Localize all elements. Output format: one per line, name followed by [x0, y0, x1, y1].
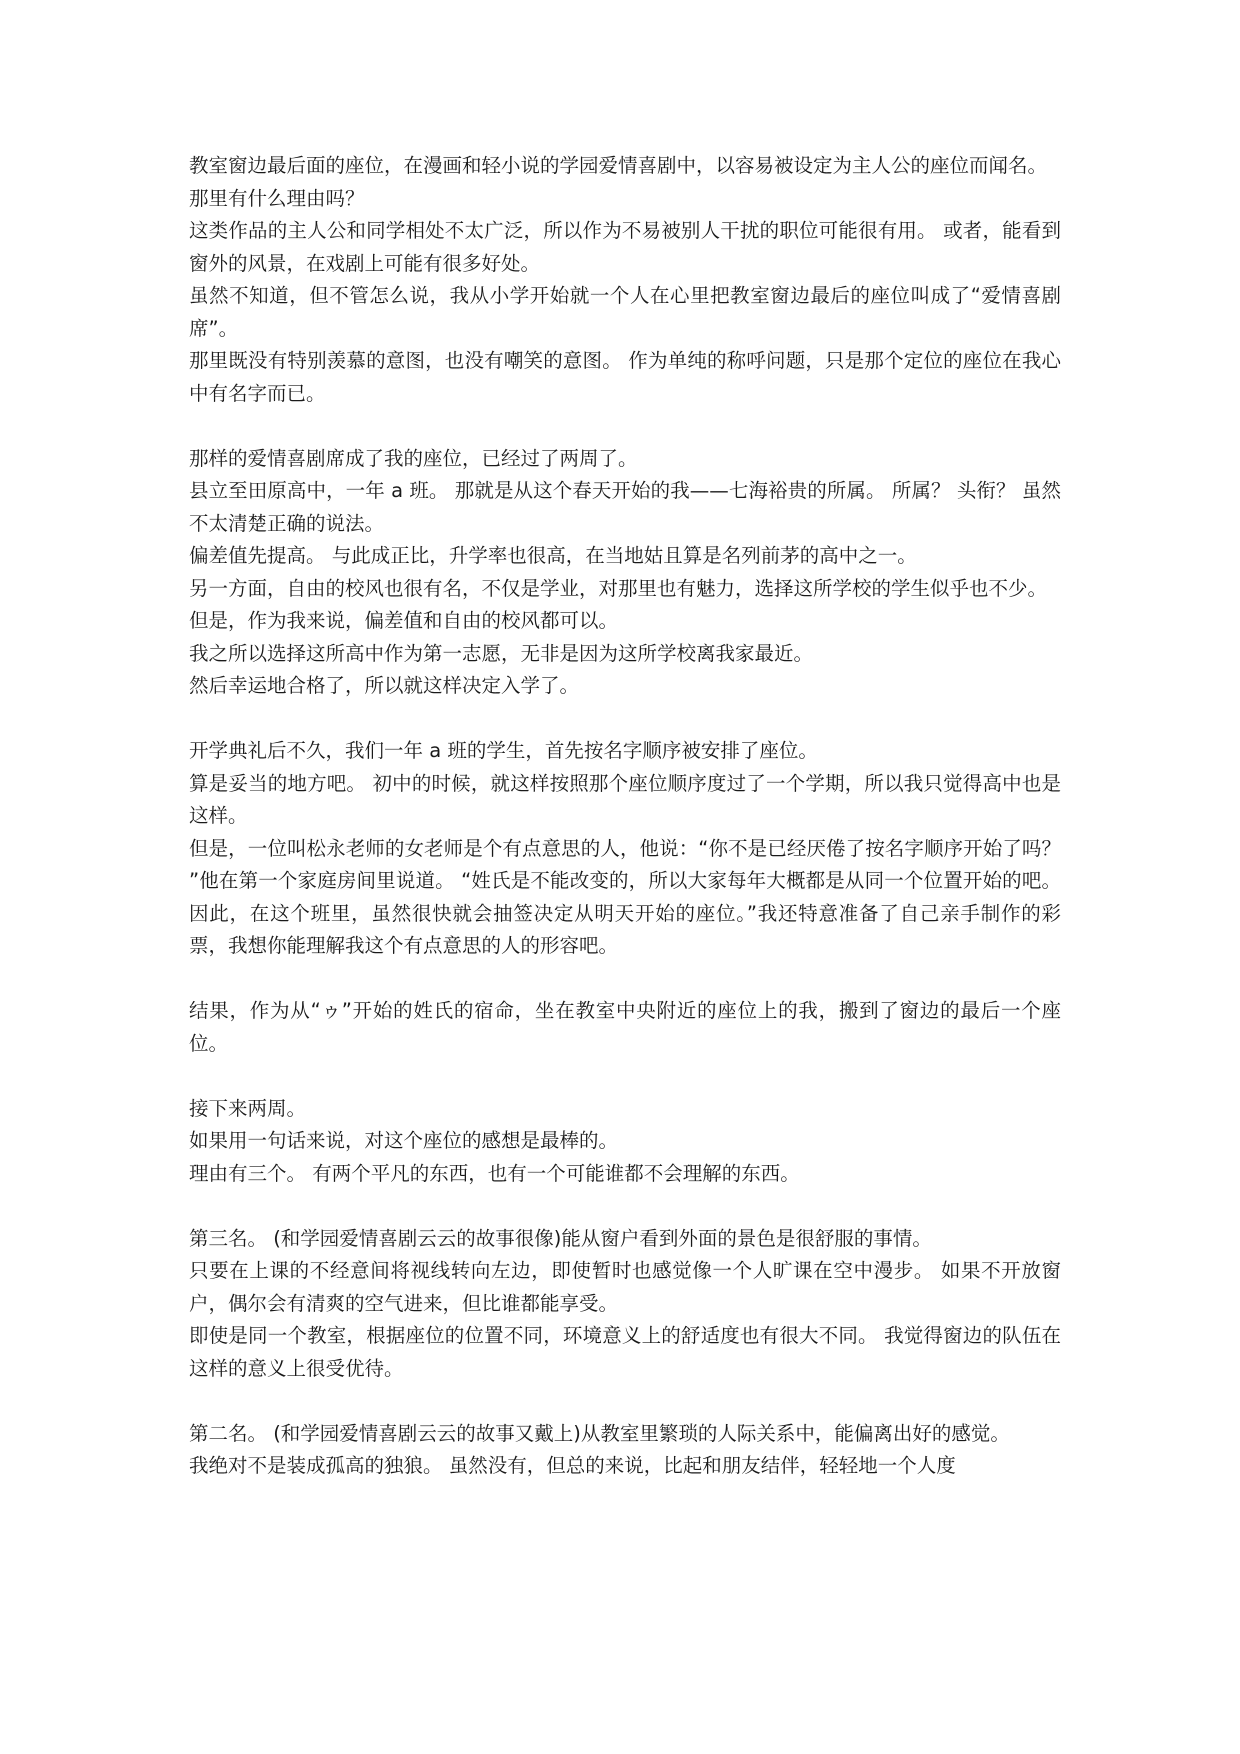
paragraph: 接下来两周。	[189, 1096, 307, 1120]
paragraph: 那里既没有特别羡慕的意图，也没有嘲笑的意图。 作为单纯的称呼问题，只是那个定位的座位在我心中有名字而已。	[189, 349, 1061, 405]
paragraph-gap	[189, 410, 1061, 443]
paragraph-gap	[189, 1385, 1061, 1418]
paragraph-gap	[189, 1190, 1061, 1223]
paragraph: 然后幸运地合格了，所以就这样决定入学了。	[189, 674, 580, 697]
paragraph-gap	[189, 703, 1061, 736]
paragraph: 我之所以选择这所高中作为第一志愿，无非是因为这所学校离我家最近。	[189, 641, 814, 665]
document-page	[189, 150, 1068, 1483]
paragraph: 如果用一句话来说，对这个座位的感想是最棒的。	[189, 1129, 619, 1152]
paragraph: 县立至田原高中，一年 a 班。 那就是从这个春天开始的我——七海裕贵的所属。 所属？ 头衔？ 虽然不太清楚正确的说法。	[189, 479, 1061, 535]
paragraph: 结果，作为从“ゥ”开始的姓氏的宿命，坐在教室中央附近的座位上的我，搬到了窗边的最后一个座位。	[189, 999, 1061, 1055]
paragraph: 开学典礼后不久，我们一年 a 班的学生，首先按名字顺序被安排了座位。	[189, 739, 818, 762]
paragraph: 但是，一位叫松永老师的女老师是个有点意思的人，他说：“你不是已经厌倦了按名字顺序开始了吗？ ”他在第一个家庭房间里说道。 “姓氏是不能改变的，所以大家每年大概都是从同一个位置开始的吧。 因此，在这个班里，虽然很快就会抽签决定从明天开始的座位。”我还特意准备了自己亲手制作的彩票，我想你能理解我这个有点意思的人的形容吧。	[189, 836, 1068, 957]
paragraph: 算是妥当的地方吧。 初中的时候，就这样按照那个座位顺序度过了一个学期，所以我只觉得高中也是这样。	[189, 771, 1061, 827]
paragraph: 我绝对不是装成孤高的独狼。 虽然没有，但总的来说，比起和朋友结伴，轻轻地一个人度	[189, 1454, 956, 1477]
paragraph: 另一方面，自由的校风也很有名，不仅是学业，对那里也有魅力，选择这所学校的学生似乎也不少。	[189, 576, 1048, 600]
paragraph: 那样的爱情喜剧席成了我的座位，已经过了两周了。	[189, 446, 638, 470]
paragraph: 教室窗边最后面的座位，在漫画和轻小说的学园爱情喜剧中，以容易被设定为主人公的座位而闻名。	[189, 154, 1048, 177]
paragraph: 这类作品的主人公和同学相处不太广泛，所以作为不易被别人干扰的职位可能很有用。 或者，能看到窗外的风景，在戏剧上可能有很多好处。	[189, 219, 1061, 275]
paragraph: 但是，作为我来说，偏差值和自由的校风都可以。	[189, 609, 619, 632]
paragraph: 那里有什么理由吗？	[189, 186, 365, 210]
paragraph-gap	[189, 963, 1061, 996]
paragraph: 第二名。 (和学园爱情喜剧云云的故事又戴上)从教室里繁琐的人际关系中，能偏离出好的感觉。	[189, 1421, 1010, 1445]
paragraph: 只要在上课的不经意间将视线转向左边，即使暂时也感觉像一个人旷课在空中漫步。 如果不开放窗户，偶尔会有清爽的空气进来，但比谁都能享受。	[189, 1259, 1061, 1315]
paragraph: 偏差值先提高。 与此成正比，升学率也很高，在当地姑且算是名列前茅的高中之一。	[189, 544, 917, 567]
paragraph: 虽然不知道，但不管怎么说，我从小学开始就一个人在心里把教室窗边最后的座位叫成了“爱情喜剧席”。	[189, 284, 1061, 340]
paragraph: 即使是同一个教室，根据座位的位置不同，环境意义上的舒适度也有很大不同。 我觉得窗边的队伍在这样的意义上很受优待。	[189, 1324, 1061, 1380]
paragraph: 理由有三个。 有两个平凡的东西，也有一个可能谁都不会理解的东西。	[189, 1161, 800, 1185]
paragraph: 第三名。 (和学园爱情喜剧云云的故事很像)能从窗户看到外面的景色是很舒服的事情。	[189, 1226, 932, 1250]
paragraph-gap	[189, 1060, 1061, 1093]
